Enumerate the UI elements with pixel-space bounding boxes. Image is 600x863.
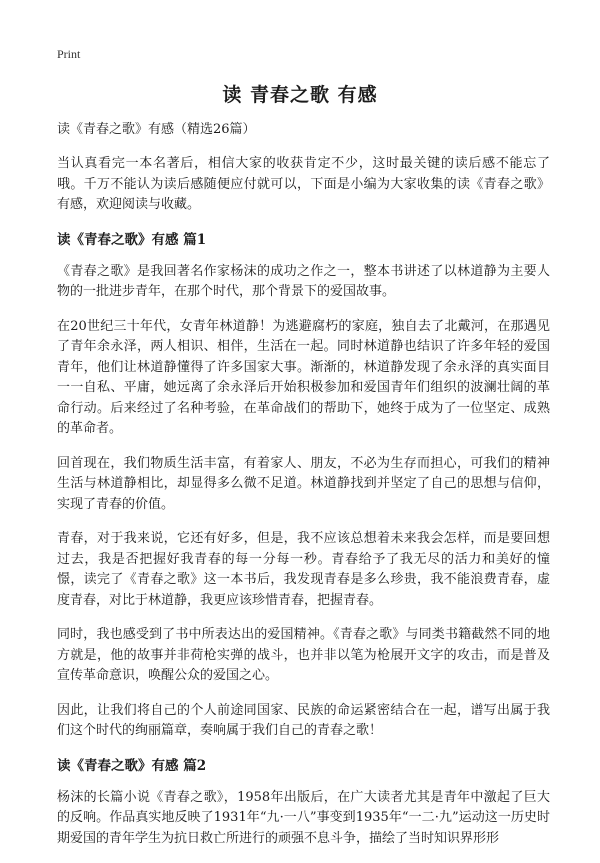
section-1-paragraph-3: 回首现在，我们物质生活丰富，有着家人、朋友，不必为生存而担心，可我们的精神生活与林道静相比，却显得多么微不足道。林道静找到并坚定了自己的思想与信仰，实现了青春的价值。 [57, 455, 550, 512]
intro-paragraph: 当认真看完一本名著后，相信大家的收获肯定不少，这时最关键的读后感不能忘了哦。千万不能认为读后感随便应付就可以，下面是小编为大家收集的读《青春之歌》有感，欢迎阅读与收藏。 [57, 156, 550, 212]
document-subtitle: 读《青春之歌》有感（精选26篇） [57, 122, 256, 137]
print-link[interactable]: Print [57, 47, 81, 61]
section-heading-1: 读《青春之歌》有感 篇1 [57, 231, 207, 248]
section-1-paragraph-4: 青春，对于我来说，它还有好多，但是，我不应该总想着未来我会怎样，而是要回想过去，我是否把握好我青春的每一分每一秒。青春给予了我无尽的活力和美好的憧憬，读完了《青春之歌》这一本书后，我发现青春是多么珍贵，我不能浪费青春，虚度青春，对比于林道静，我更应该珍惜青春，把握青春。 [57, 531, 550, 608]
section-1-paragraph-6: 因此，让我们将自己的个人前途同国家、民族的命运紧密结合在一起，谱写出属于我们这个时代的绚丽篇章，奏响属于我们自己的青春之歌！ [57, 702, 550, 738]
section-1-paragraph-2: 在20世纪三十年代，女青年林道静！为逃避腐朽的家庭，独自去了北戴河，在那遇见了青年余永泽，两人相识、相伴，生活在一起。同时林道静也结识了许多年轻的爱国青年，他们让林道静懂得了许多国家大事。渐渐的，林道静发现了余永泽的真实面目一一自私、平庸，她远离了余永泽后开始积极参加和爱国青年们组织的波澜壮阔的革命行动。后来经过了名种考验，在革命战们的帮助下，她终于成为了一位坚定、成熟的革命者。 [57, 318, 550, 436]
document-body [57, 120, 550, 863]
section-1-paragraph-1: 《青春之歌》是我回著名作家杨沫的成功之作之一，整本书讲述了以林道静为主要人物的一批进步青年，在那个时代，那个背景下的爱国故事。 [57, 263, 550, 299]
section-heading-2: 读《青春之歌》有感 篇2 [57, 757, 207, 774]
section-1-paragraph-5: 同时，我也感受到了书中所表达出的爱国精神。《青春之歌》与同类书籍截然不同的地方就是，他的故事并非荷枪实弹的战斗，也并非以笔为枪展开文字的攻击，而是普及宣传革命意识，唤醒公众的爱国之心。 [57, 627, 550, 683]
section-2-paragraph-1: 杨沫的长篇小说《青春之歌》，1958年出版后，在广大读者尤其是青年中激起了巨大的反响。作品真实地反映了1931年“九·一八”事变到1935年“一二·九”运动这一历史时期爱国的青年学生为抗日救亡所进行的顽强不息斗争，描绘了当时知识界形形 [57, 789, 550, 846]
page-title: 读 青春之歌 有感 [222, 84, 378, 106]
